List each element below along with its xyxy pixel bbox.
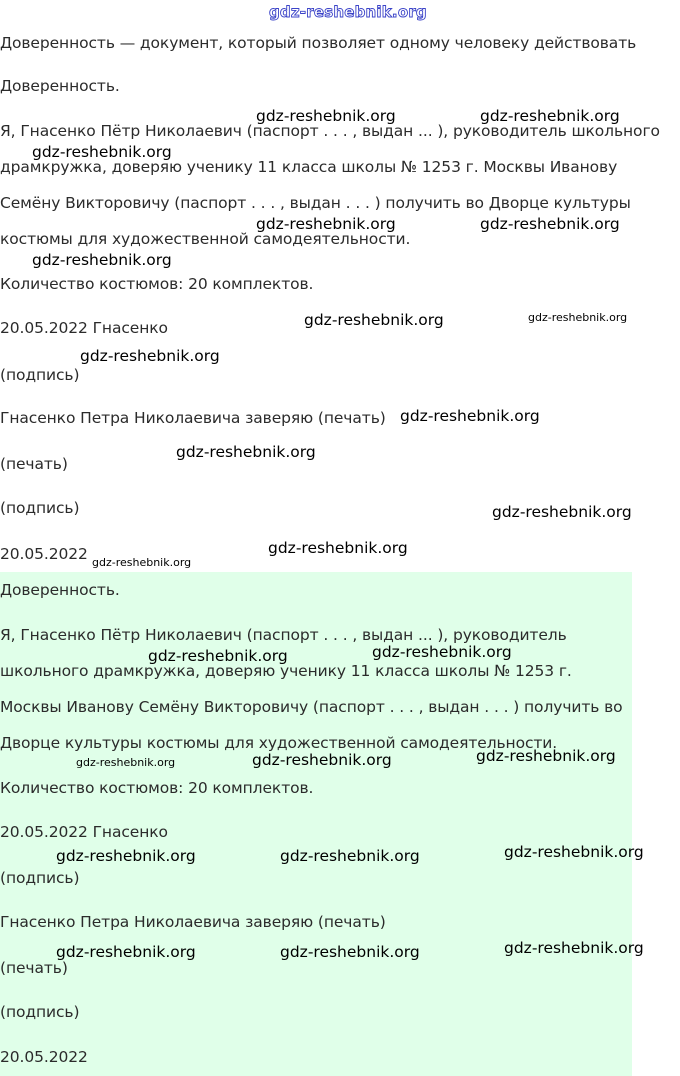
answer-signature-label-2: (подпись) [0,1003,80,1021]
watermark: gdz-reshebnik.org [528,311,628,324]
watermark: gdz-reshebnik.org [280,943,420,961]
watermark: gdz-reshebnik.org [56,943,196,961]
answer-date: 20.05.2022 [0,1048,88,1066]
watermark: gdz-reshebnik.org [372,643,512,661]
watermark: gdz-reshebnik.org [476,747,616,765]
draft-line-1: Я, Гнасенко Пётр Николаевич (паспорт . . . , выдан ... ), руководитель школьного [0,122,660,140]
draft-line-4: костюмы для художественной самодеятельности. [0,230,411,248]
answer-quantity: Количество костюмов: 20 комплектов. [0,779,314,797]
question-intro: Доверенность — документ, который позволяет одному человеку действовать [0,34,637,52]
answer-title: Доверенность. [0,581,120,599]
watermark: gdz-reshebnik.org [400,407,540,425]
watermark: gdz-reshebnik.org [56,847,196,865]
watermark: gdz-reshebnik.org [92,556,192,569]
watermark: gdz-reshebnik.org [268,539,408,557]
answer-line-4: Дворце культуры костюмы для художественной самодеятельности. [0,734,558,752]
draft-line-3: Семёну Викторовичу (паспорт . . . , выдан . . . ) получить во Дворце культуры [0,194,631,212]
answer-date-signer: 20.05.2022 Гнасенко [0,823,168,841]
draft-title: Доверенность. [0,77,120,95]
answer-line-2: школьного драмкружка, доверяю ученику 11 класса школы № 1253 г. [0,662,572,680]
watermark: gdz-reshebnik.org [280,847,420,865]
draft-date-signer: 20.05.2022 Гнасенко [0,319,168,337]
draft-signature-label: (подпись) [0,366,80,384]
answer-certify: Гнасенко Петра Николаевича заверяю (печать) [0,913,386,931]
answer-signature-label: (подпись) [0,869,80,887]
watermark: gdz-reshebnik.org [148,647,288,665]
watermark: gdz-reshebnik.org [256,215,396,233]
draft-signature-label-2: (подпись) [0,499,80,517]
watermark: gdz-reshebnik.org [252,751,392,769]
answer-line-1: Я, Гнасенко Пётр Николаевич (паспорт . . . , выдан ... ), руководитель [0,626,567,644]
watermark: gdz-reshebnik.org [504,843,644,861]
watermark: gdz-reshebnik.org [176,443,316,461]
answer-line-3: Москвы Иванову Семёну Викторовичу (паспорт . . . , выдан . . . ) получить во [0,698,623,716]
draft-date: 20.05.2022 [0,545,88,563]
watermark: gdz-reshebnik.org [256,107,396,125]
draft-line-2: драмкружка, доверяю ученику 11 класса школы № 1253 г. Москвы Иванову [0,158,618,176]
watermark: gdz-reshebnik.org [480,215,620,233]
watermark: gdz-reshebnik.org [32,143,172,161]
draft-seal-label: (печать) [0,455,68,473]
watermark: gdz-reshebnik.org [492,503,632,521]
watermark: gdz-reshebnik.org [504,939,644,957]
header-watermark: gdz-reshebnik.org [269,3,427,21]
watermark: gdz-reshebnik.org [80,347,220,365]
draft-certify: Гнасенко Петра Николаевича заверяю (печать) [0,409,386,427]
watermark: gdz-reshebnik.org [32,251,172,269]
draft-quantity: Количество костюмов: 20 комплектов. [0,275,314,293]
watermark: gdz-reshebnik.org [304,311,444,329]
answer-seal-label: (печать) [0,959,68,977]
watermark: gdz-reshebnik.org [480,107,620,125]
watermark: gdz-reshebnik.org [76,756,176,769]
